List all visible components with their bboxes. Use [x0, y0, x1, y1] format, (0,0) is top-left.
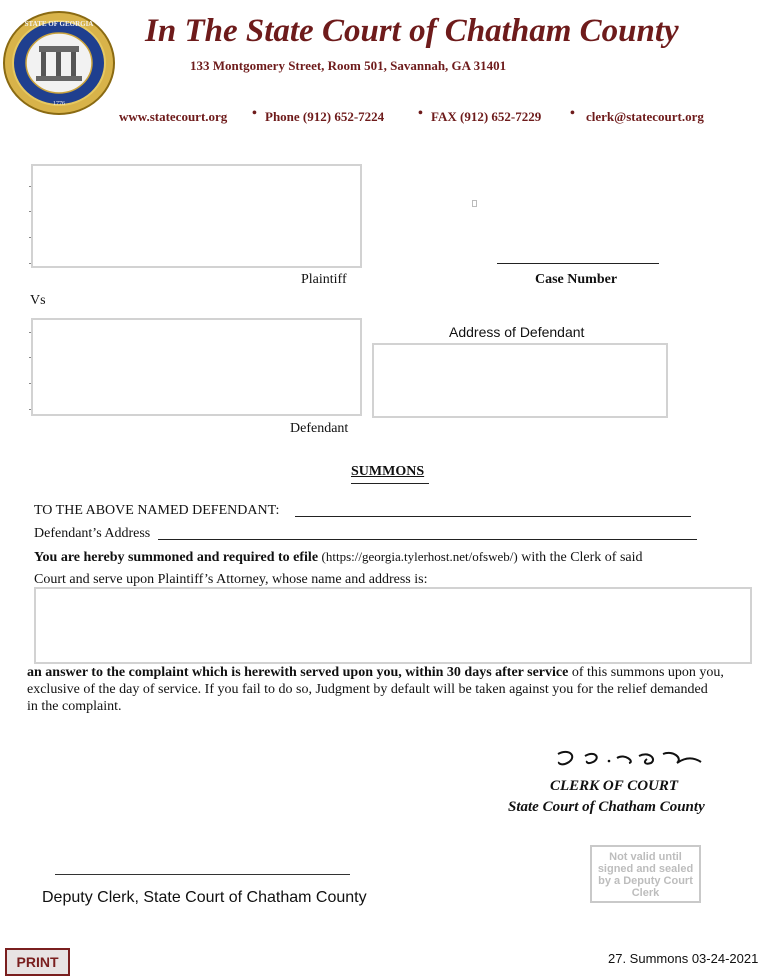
defendant-address-input[interactable]	[372, 343, 668, 418]
court-website: www.statecourt.org	[119, 109, 228, 124]
separator-dot: •	[418, 106, 423, 121]
exclusive-text: exclusive of the day of service. If you fail to do so, Judgment by default will be taken against you for the relief demanded	[27, 682, 708, 697]
efile-url: (https://georgia.tylerhost.net/ofsweb/)	[321, 549, 518, 564]
defendant-address-line-input[interactable]	[158, 526, 697, 540]
summoned-bold-text: You are hereby summoned and required to efile	[34, 550, 319, 565]
case-number-input[interactable]	[497, 252, 659, 264]
plaintiff-input[interactable]	[31, 164, 362, 268]
clerk-signature	[555, 742, 705, 772]
court-phone: Phone (912) 652-7224	[265, 109, 385, 124]
seal-text: STATE OF GEORGIA	[24, 20, 94, 28]
seal-year: 1776	[53, 101, 65, 107]
case-number-field-marker[interactable]	[472, 200, 477, 207]
court-email: clerk@statecourt.org	[586, 109, 704, 124]
summons-heading: SUMMONS	[351, 464, 425, 479]
court-title: In The State Court of Chatham County	[145, 13, 679, 49]
to-defendant-input[interactable]	[295, 503, 691, 517]
clerk-title: CLERK OF COURT	[550, 778, 679, 794]
defendant-input[interactable]	[31, 318, 362, 416]
separator-dot: •	[570, 106, 575, 121]
seal-stamp-placeholder: Not valid until signed and sealed by a Deputy Court Clerk	[590, 845, 701, 903]
defendant-address-line-label: Defendant’s Address	[34, 526, 151, 541]
summoned-paragraph	[34, 548, 643, 567]
vs-label: Vs	[30, 293, 46, 308]
serve-text: Court and serve upon Plaintiff’s Attorney, whose name and address is:	[34, 572, 428, 587]
to-defendant-label: TO THE ABOVE NAMED DEFENDANT:	[34, 503, 280, 518]
answer-bold-text: an answer to the complaint which is herewith served upon you, within 30 days after service	[27, 665, 569, 680]
defendant-label: Defendant	[290, 421, 349, 436]
attorney-name-address-input[interactable]	[34, 587, 752, 664]
plaintiff-label: Plaintiff	[301, 272, 347, 287]
address-of-defendant-label: Address of Defendant	[449, 324, 585, 340]
separator-dot: •	[252, 106, 257, 121]
complaint-text: in the complaint.	[27, 699, 122, 714]
court-fax: FAX (912) 652-7229	[431, 109, 542, 124]
georgia-state-seal	[2, 10, 116, 116]
clerk-court: State Court of Chatham County	[508, 799, 705, 815]
summoned-rest-text: with the Clerk of said	[521, 550, 643, 565]
print-button[interactable]: PRINT	[5, 948, 70, 976]
deputy-clerk-signature-line[interactable]	[55, 874, 350, 875]
deputy-clerk-label: Deputy Clerk, State Court of Chatham County	[42, 889, 367, 906]
summons-underline	[351, 483, 429, 484]
case-number-label: Case Number	[535, 272, 618, 287]
form-identifier: 27. Summons 03-24-2021	[608, 951, 759, 966]
court-address: 133 Montgomery Street, Room 501, Savannah, GA 31401	[190, 58, 507, 73]
answer-paragraph	[27, 664, 724, 682]
answer-rest-text: of this summons upon you,	[571, 665, 724, 680]
